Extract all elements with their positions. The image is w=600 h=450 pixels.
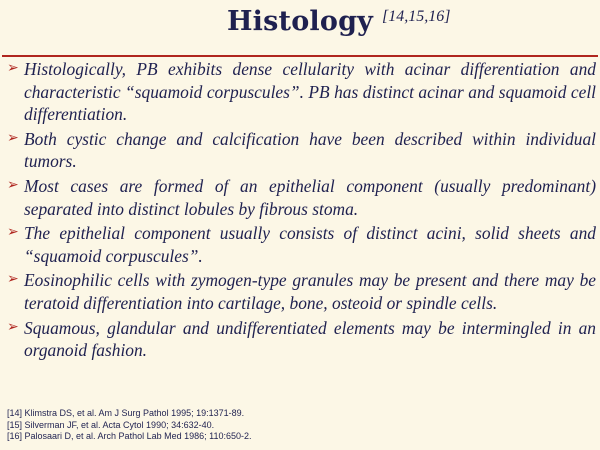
title-reference: [14,15,16] xyxy=(382,8,451,25)
title-divider xyxy=(2,55,598,57)
bullet-item xyxy=(0,317,600,362)
arrow-bullet-icon: ➢ xyxy=(7,130,19,146)
arrow-bullet-icon: ➢ xyxy=(7,225,19,241)
bullet-text: Histologically, PB exhibits dense cellularity with acinar differentiation and characteristic “squamoid corpuscules”. PB has distinct acinar and squamoid cell differentiation. xyxy=(24,59,596,125)
reference-item: [15] Silverman JF, et al. Acta Cytol 1990; 34:632-40. xyxy=(7,419,215,430)
arrow-bullet-icon: ➢ xyxy=(7,177,19,193)
arrow-bullet-icon: ➢ xyxy=(7,61,19,76)
arrow-bullet-icon: ➢ xyxy=(7,272,19,288)
bullet-text: Both cystic change and calcification have been described within individual tumors. xyxy=(24,128,596,172)
bullet-item xyxy=(0,269,600,314)
slide-title: Histology xyxy=(226,6,374,37)
reference-item: [16] Palosaari D, et al. Arch Pathol Lab Med 1986; 110:650-2. xyxy=(7,431,252,441)
bullet-item xyxy=(0,128,600,173)
bullet-text: Most cases are formed of an epithelial component (usually predominant) separated into distinct lobules by fibrous stoma. xyxy=(24,175,596,219)
bullet-list xyxy=(0,58,600,364)
reference-list xyxy=(7,408,252,443)
bullet-text: Eosinophilic cells with zymogen-type granules may be present and there may be teratoid differentiation into cartilage, bone, osteoid or spindle cells. xyxy=(24,270,596,313)
reference-item: [14] Klimstra DS, et al. Am J Surg Pathol 1995; 19:1371-89. xyxy=(7,408,245,418)
bullet-item xyxy=(0,175,600,220)
bullet-item xyxy=(0,58,600,126)
bullet-item xyxy=(0,222,600,267)
arrow-bullet-icon: ➢ xyxy=(7,319,19,335)
bullet-text: The epithelial component usually consists of distinct acini, solid sheets and “squamoid corpuscules”. xyxy=(24,223,596,266)
bullet-text: Squamous, glandular and undifferentiated elements may be intermingled in an organoid fashion. xyxy=(24,317,596,361)
